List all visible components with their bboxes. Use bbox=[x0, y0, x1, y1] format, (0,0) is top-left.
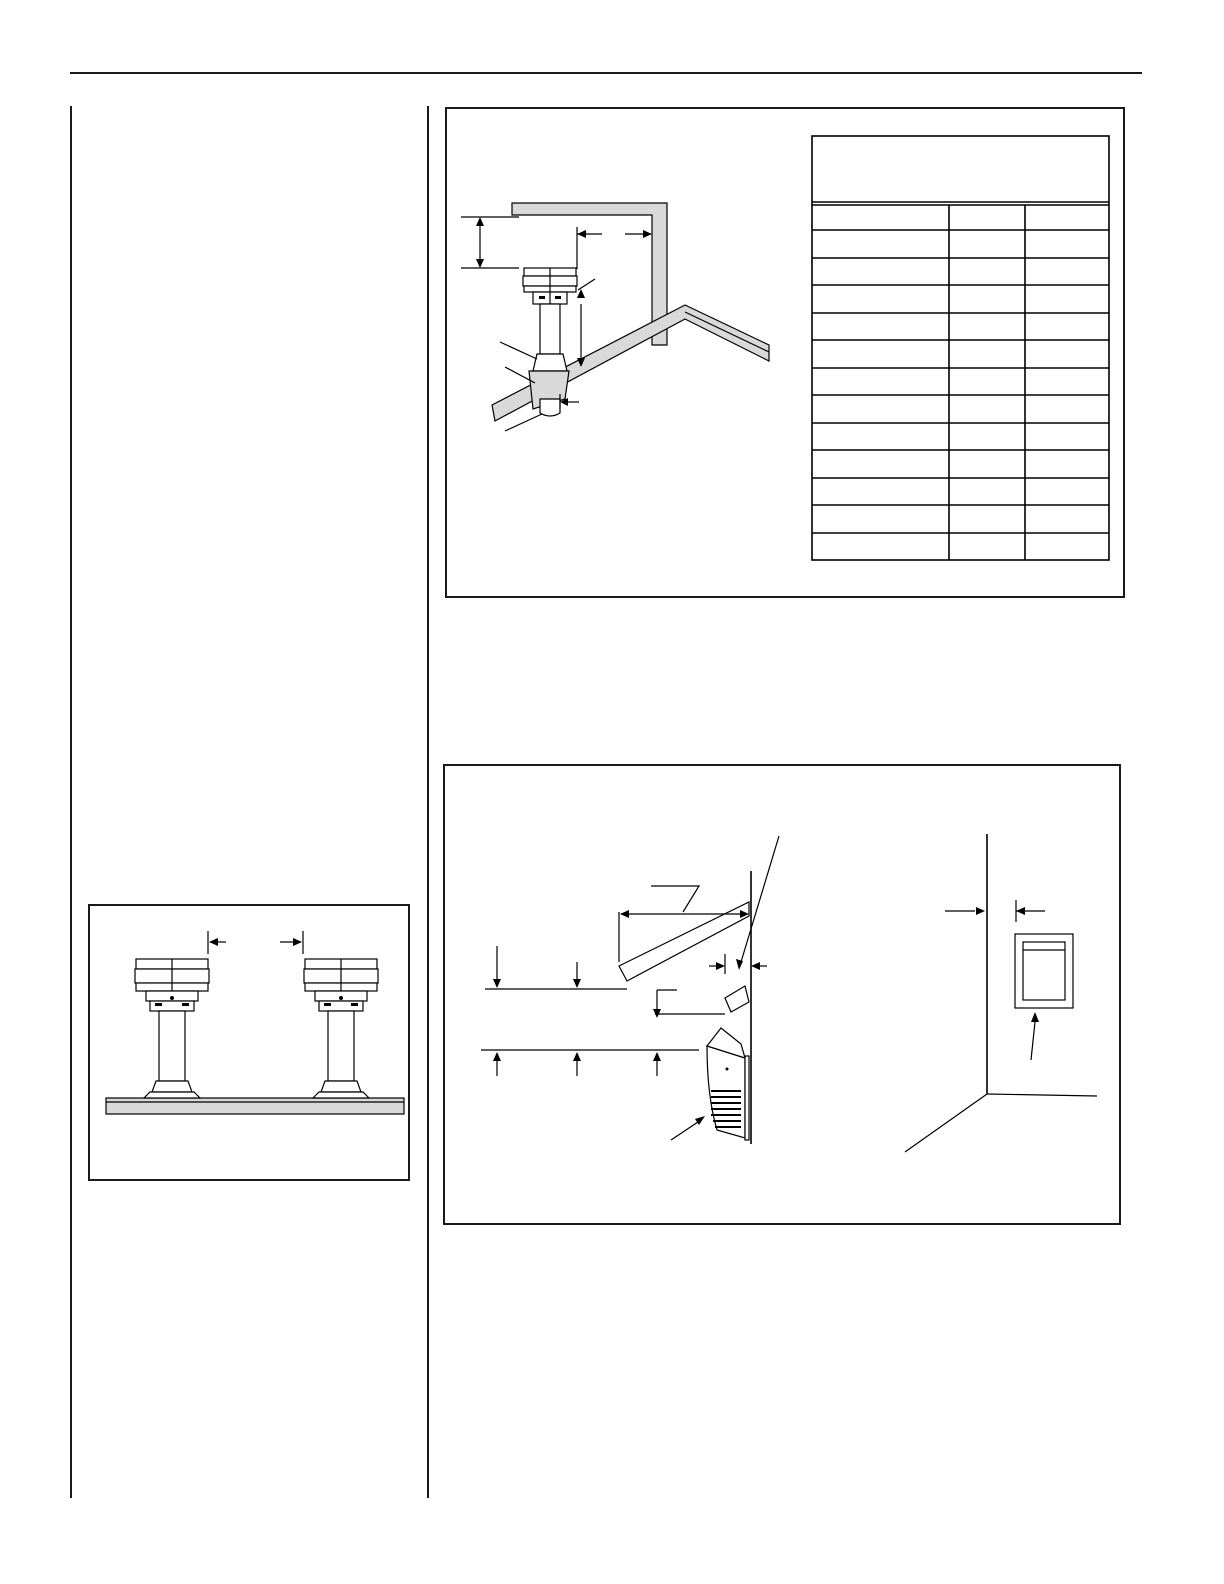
vent-termination bbox=[707, 1028, 749, 1140]
center-column-rule bbox=[427, 106, 429, 1498]
horizontal-termination-figure bbox=[443, 764, 1121, 1225]
floor-line bbox=[987, 1094, 1097, 1096]
roof-termination-figure bbox=[445, 107, 1125, 598]
header-rule bbox=[70, 72, 1142, 74]
terminations-spacing-drawing bbox=[90, 906, 412, 1183]
opening-inner bbox=[1023, 942, 1065, 1000]
multiple-terminations-figure bbox=[88, 904, 410, 1181]
clearance-table bbox=[447, 109, 1127, 600]
termination-right bbox=[304, 959, 378, 1098]
horizontal-termination-drawing bbox=[445, 766, 1123, 1227]
left-column-rule bbox=[70, 106, 72, 1498]
roof-section bbox=[106, 1098, 404, 1114]
termination-left bbox=[135, 959, 209, 1098]
